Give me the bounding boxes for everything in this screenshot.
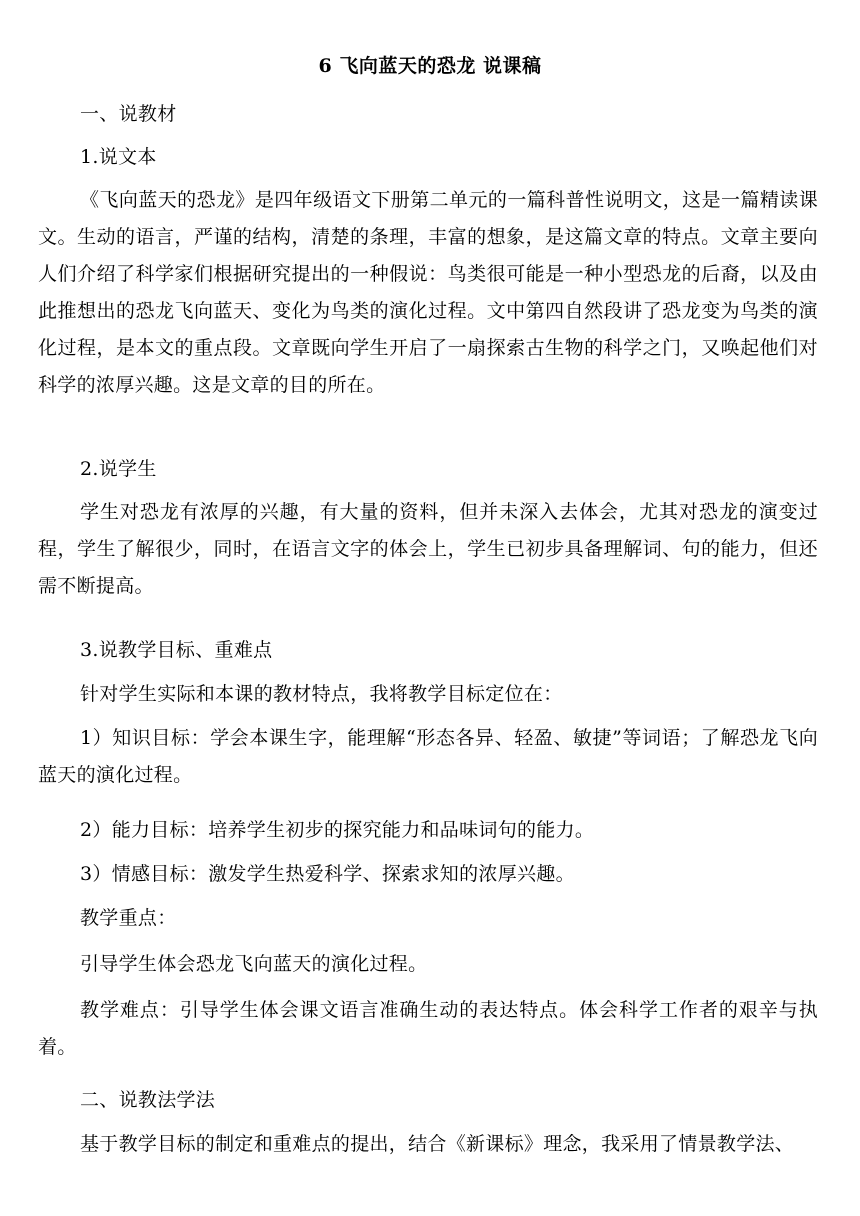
key-point-label: 教学重点： [80, 907, 177, 929]
goal-ability: 2）能力目标：培养学生初步的探究能力和品味词句的能力。 [80, 819, 595, 841]
key-point-text: 引导学生体会恐龙飞向蓝天的演化过程。 [80, 953, 428, 975]
paragraph-goals-intro: 针对学生实际和本课的教材特点，我将教学目标定位在： [80, 683, 563, 705]
difficult-point: 教学难点：引导学生体会课文语言准确生动的表达特点。体会科学工作者的艰辛与执着。 [38, 999, 818, 1058]
document-title: 6 飞向蓝天的恐龙 说课稿 [318, 55, 542, 77]
goal-knowledge: 1）知识目标：学会本课生字，能理解“形态各异、轻盈、敏捷”等词语；了解恐龙飞向蓝天的演化过程。 [38, 727, 818, 786]
subheading-students: 2.说学生 [80, 458, 157, 480]
subheading-text: 1.说文本 [80, 146, 157, 168]
paragraph-text-analysis: 《飞向蓝天的恐龙》是四年级语文下册第二单元的一篇科普性说明文，这是一篇精读课文。生动的语言，严谨的结构，清楚的条理，丰富的想象，是这篇文章的特点。文章主要向人们介绍了科学家们根据研究提出的一种假说：鸟类很可能是一种小型恐龙的后裔，以及由此推想出的恐龙飞向蓝天、变化为鸟类的演化过程。文中第四自然段讲了恐龙变为鸟类的演化过程，是本文的重点段。文章既向学生开启了一扇探索古生物的科学之门，又唤起他们对科学的浓厚兴趣。这是文章的目的所在。 [38, 189, 818, 396]
paragraph-methods: 基于教学目标的制定和重难点的提出，结合《新课标》理念，我采用了情景教学法、 [80, 1133, 795, 1155]
subheading-goals: 3.说教学目标、重难点 [80, 639, 273, 661]
section-heading-methods: 二、说教法学法 [80, 1089, 216, 1111]
goal-emotion: 3）情感目标：激发学生热爱科学、探索求知的浓厚兴趣。 [80, 863, 575, 885]
paragraph-students: 学生对恐龙有浓厚的兴趣，有大量的资料，但并未深入去体会，尤其对恐龙的演变过程，学生了解很少，同时，在语言文字的体会上，学生已初步具备理解词、句的能力，但还需不断提高。 [38, 501, 818, 597]
section-heading-textbook: 一、说教材 [80, 103, 177, 125]
